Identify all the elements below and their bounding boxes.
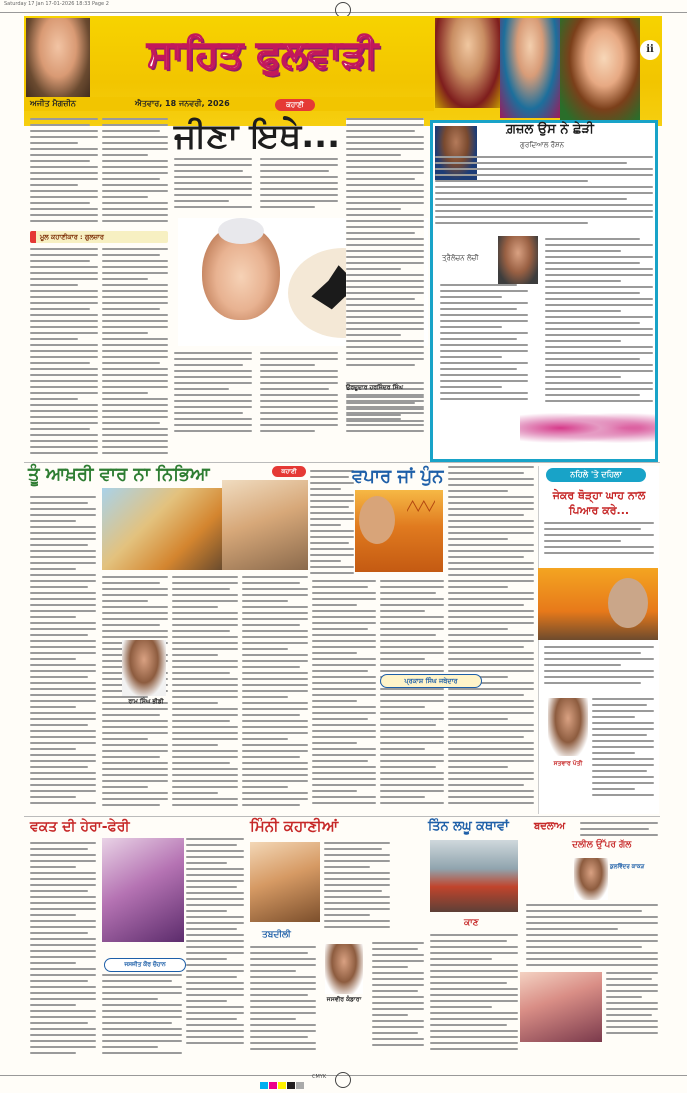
waqt-col-1 bbox=[30, 842, 96, 1062]
lead-col-1-top bbox=[30, 118, 98, 230]
daleel-author: ਕੁਲਵਿੰਦਰ ਕਾਕੜ bbox=[610, 864, 645, 870]
woman-face-illustration bbox=[26, 18, 90, 100]
story2-illustration-right bbox=[222, 480, 308, 570]
story2-col-4 bbox=[242, 576, 308, 814]
column-title: ਨਹਿਲੇ 'ਤੇ ਦਹਿਲਾ bbox=[546, 468, 646, 482]
registration-mark-bottom bbox=[335, 1072, 351, 1088]
mini-illustration bbox=[250, 842, 320, 922]
story3-illustration bbox=[355, 490, 443, 572]
swatch-yellow bbox=[278, 1082, 286, 1089]
cmyk-label: CMYK bbox=[312, 1074, 327, 1080]
daleel-intro bbox=[580, 822, 658, 838]
badla-heading: ਬਦਲਾਅ bbox=[534, 821, 566, 832]
story2-headline: ਤੂੰ ਆਖ਼ਰੀ ਵਾਰ ਨਾ ਨਿਭਿਆ bbox=[28, 464, 210, 485]
poem2-text-right bbox=[545, 238, 653, 408]
laghu-headline: ਤਿੰਨ ਲਘੂ ਕਥਾਵਾਂ bbox=[428, 819, 509, 834]
laghu-story-title: ਕਾਣ bbox=[464, 918, 479, 928]
poet2-name: ਤ੍ਰੈਲੋਚਨ ਲੋਚੀ bbox=[442, 254, 479, 262]
mini-author-photo bbox=[325, 944, 363, 994]
story2-col-3 bbox=[172, 576, 238, 814]
lead-col-2 bbox=[102, 248, 168, 460]
mini-author: ਜਸਵੀਰ ਕੰਡਾਰਾ bbox=[326, 996, 362, 1003]
waqt-headline: ਵਕਤ ਦੀ ਹੇਰਾ-ਫੇਰੀ bbox=[30, 819, 130, 835]
poem2-text-left bbox=[440, 284, 528, 404]
swatch-grey bbox=[296, 1082, 304, 1089]
story3-intro bbox=[310, 470, 354, 578]
column-author-photo bbox=[548, 698, 588, 756]
lead-address bbox=[346, 396, 424, 436]
publication-name: ਅਜੀਤ ਮੈਗਜ਼ੀਨ bbox=[30, 99, 76, 108]
lead-author-label: ਮੂਲ ਕਹਾਣੀਕਾਰ : ਗੁਲਜ਼ਾਰ bbox=[30, 231, 168, 243]
daleel-illustration bbox=[520, 972, 602, 1042]
issue-date: ਐਤਵਾਰ, 18 ਜਨਵਰੀ, 2026 bbox=[135, 99, 230, 108]
rule-middle bbox=[24, 462, 660, 463]
column-illustration bbox=[538, 568, 658, 640]
waqt-col-2 bbox=[102, 974, 182, 1062]
woman-portrait-1 bbox=[435, 18, 501, 108]
waqt-col-3 bbox=[186, 838, 244, 1050]
floral-ornament bbox=[520, 410, 655, 446]
woman-portrait-2 bbox=[500, 18, 560, 118]
mini-col-3 bbox=[372, 942, 424, 1062]
story3-col-2 bbox=[380, 580, 444, 814]
cmyk-color-bar bbox=[260, 1074, 305, 1082]
rule-bottom bbox=[24, 816, 660, 817]
story3-col-3 bbox=[448, 466, 534, 814]
lead-headline: ਜੀਣਾ ਇਥੇ... bbox=[174, 116, 340, 156]
lead-translator: ਉਰਦੂਦਾਰ ਹਰਜਿੰਦਰ ਸਿੰਘ bbox=[346, 384, 403, 391]
lead-col-6 bbox=[346, 118, 424, 380]
man-face-sketch bbox=[359, 496, 395, 544]
plate-slug: Saturday 17 Jan 17-01-2026 18:33 Page 2 bbox=[4, 1, 109, 7]
story3-col-1 bbox=[312, 580, 376, 814]
poem1-text bbox=[435, 156, 653, 228]
story3-author-tag: ਪ੍ਰਕਾਸ਼ ਸਿੰਘ ਜਥੇਦਾਰ bbox=[380, 674, 482, 688]
column-headline: ਜੇਕਰ ਥੋੜ੍ਹਾ ਘਾਹ ਨਾਲ ਪਿਆਰ ਕਰੇ... bbox=[552, 489, 646, 517]
daleel-author-photo bbox=[574, 858, 608, 900]
poet1-name: ਗੁਰਦਿਆਲ ਰੌਸ਼ਨ bbox=[520, 141, 565, 149]
bus-illustration bbox=[430, 840, 518, 912]
mini-col-2 bbox=[324, 842, 390, 938]
waqt-illustration bbox=[102, 838, 184, 942]
story3-headline: ਵਪਾਰ ਜਾਂ ਪੁੰਨ bbox=[352, 466, 444, 487]
waqt-author-tag: ਜਸਜੀਤ ਕੌਰ ਚੌਹਾਨ bbox=[104, 958, 186, 972]
story2-author-photo bbox=[122, 640, 166, 696]
lead-col-1 bbox=[30, 248, 98, 460]
column-intro bbox=[544, 522, 654, 562]
poems-headline: ਗ਼ਜ਼ਲ ਉਸ ਨੇ ਛੇੜੀ bbox=[506, 122, 594, 137]
page-number: ii bbox=[640, 40, 660, 60]
mini-story-title: ਤਬਦੀਲੀ bbox=[262, 930, 291, 940]
daleel-text bbox=[526, 904, 658, 970]
story2-col-1 bbox=[30, 496, 96, 814]
swatch-black bbox=[287, 1082, 295, 1089]
daleel-col-2 bbox=[606, 972, 658, 1042]
column-text-2 bbox=[592, 698, 654, 808]
poet2-photo bbox=[498, 236, 538, 284]
mini-headline: ਮਿੰਨੀ ਕਹਾਣੀਆਂ bbox=[250, 817, 339, 835]
boy-cap bbox=[218, 218, 264, 244]
story2-illustration-left bbox=[102, 488, 222, 570]
lead-kicker: ਕਹਾਣੀ bbox=[275, 99, 315, 111]
section-title: ਸਾਹਿਤ ਫੁਲਵਾੜੀ bbox=[147, 32, 378, 76]
story3-kicker: ਕਹਾਣੀ bbox=[272, 466, 306, 477]
swatch-magenta bbox=[269, 1082, 277, 1089]
lead-col-2-top bbox=[102, 118, 168, 230]
laghu-col-1 bbox=[430, 934, 518, 1062]
column-author: ਸਤਵਾਰ ਪੱਤੀ bbox=[553, 760, 583, 767]
flying-birds bbox=[407, 500, 435, 520]
column-text-1 bbox=[544, 646, 654, 694]
story2-author: ਰਾਮ ਸਿੰਘ ਭੀਡੀ bbox=[128, 698, 164, 705]
woman-portrait-3 bbox=[560, 18, 640, 124]
man-portrait-sketch bbox=[608, 578, 648, 628]
daleel-headline: ਦਲੀਲ ਉੱਪਰ ਗੱਲ bbox=[572, 840, 632, 850]
mini-col-1 bbox=[250, 946, 316, 1062]
swatch-cyan bbox=[260, 1082, 268, 1089]
